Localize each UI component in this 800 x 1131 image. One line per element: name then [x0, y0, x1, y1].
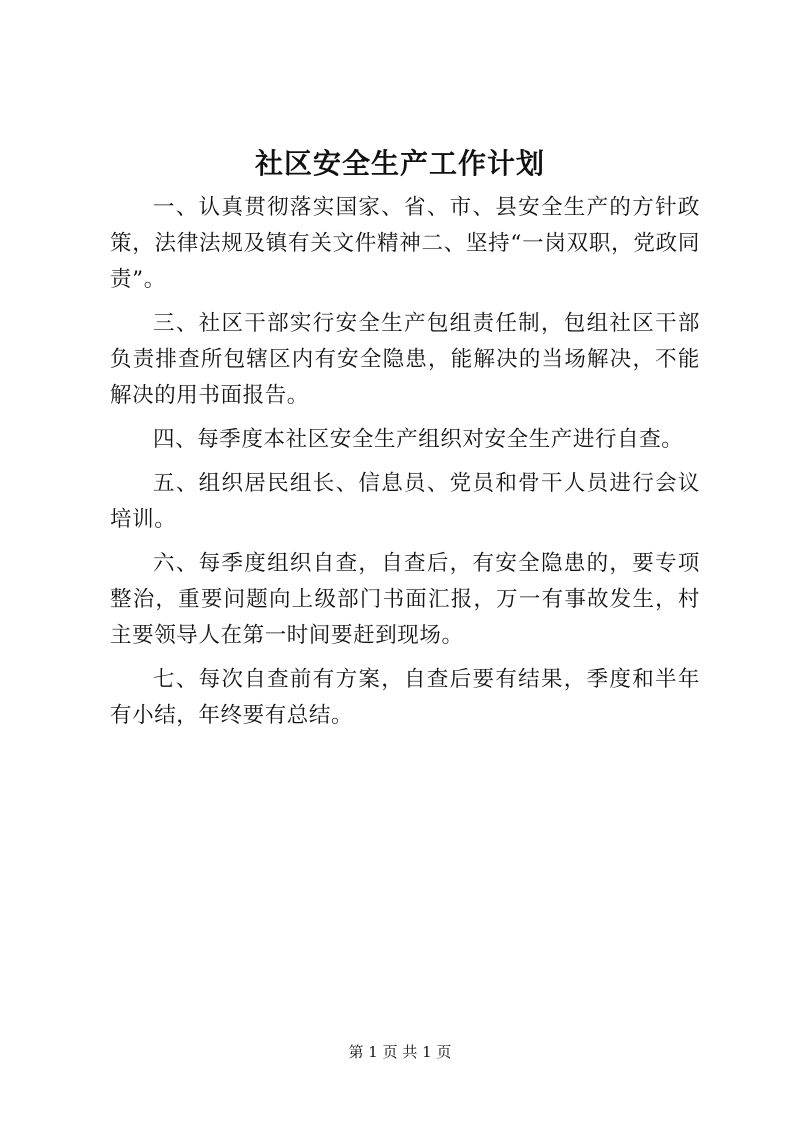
page-footer: 第 1 页 共 1 页: [348, 1043, 452, 1061]
paragraph-5: 六、每季度组织自查，自查后，有安全隐患的，要专项整治，重要问题向上级部门书面汇报，万一有事故发生，村主要领导人在第一时间要赶到现场。: [110, 551, 700, 648]
paragraph-2: 三、社区干部实行安全生产包组责任制，包组社区干部负责排查所包辖区内有安全隐患，能解决的当场解决，不能解决的用书面报告。: [110, 311, 700, 408]
document-body: [110, 190, 700, 742]
paragraph-3: 四、每季度本社区安全生产组织对安全生产进行自查。: [153, 427, 684, 452]
paragraph-1: 一、认真贯彻落实国家、省、市、县安全生产的方针政策，法律法规及镇有关文件精神二、坚持“一岗双职，党政同责”。: [110, 195, 700, 292]
paragraph-6: 七、每次自查前有方案，自查后要有结果，季度和半年有小结，年终要有总结。: [110, 667, 700, 728]
paragraph-4: 五、组织居民组长、信息员、党员和骨干人员进行会议培训。: [110, 471, 700, 532]
document-title: 社区安全生产工作计划: [254, 147, 545, 180]
